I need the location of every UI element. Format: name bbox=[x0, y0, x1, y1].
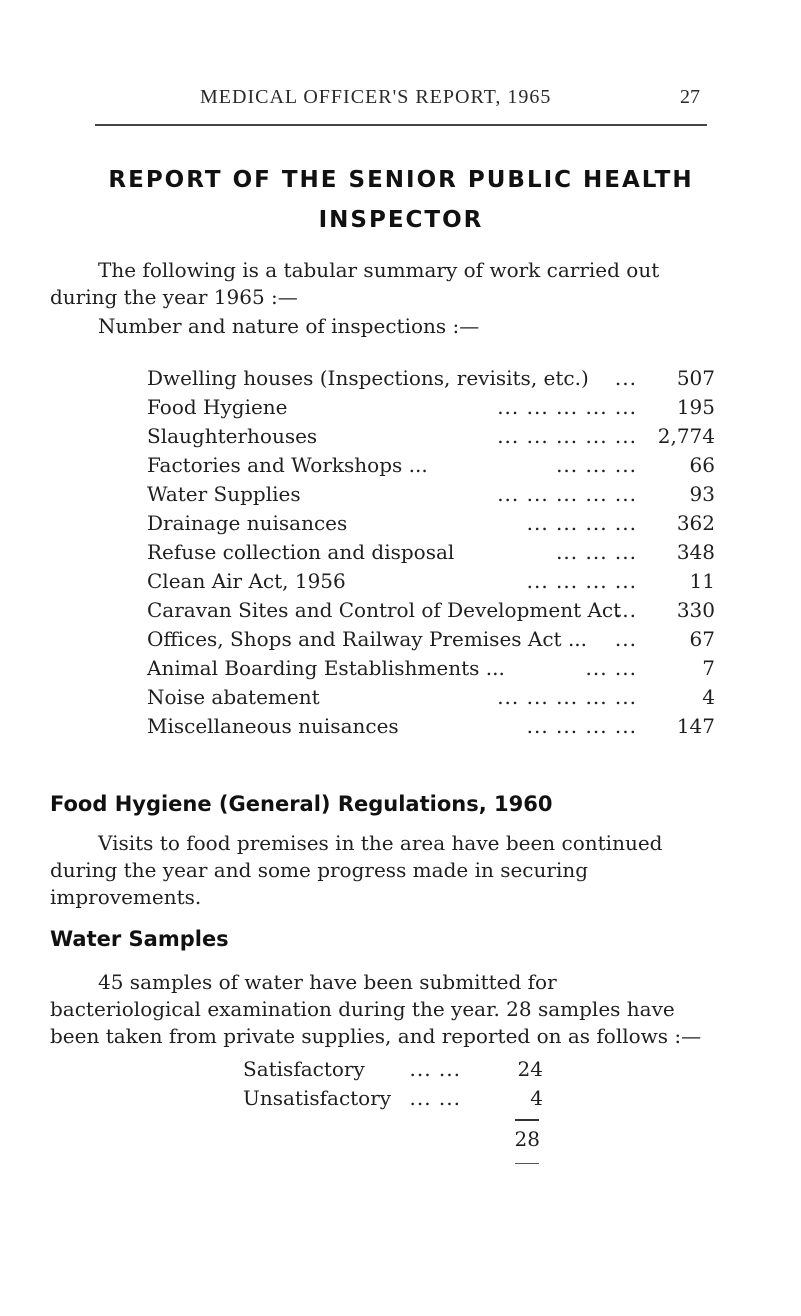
row-count: 11 bbox=[689, 569, 715, 593]
row-label: Slaughterhouses bbox=[147, 424, 318, 448]
row-label: Refuse collection and disposal bbox=[147, 540, 455, 564]
report-title-line-2: INSPECTOR bbox=[318, 207, 484, 233]
row-leader-dots: ... ... ... ... bbox=[526, 569, 637, 593]
row-count: 67 bbox=[689, 627, 715, 651]
water-samples-paragraph bbox=[50, 969, 706, 1050]
page-number: 27 bbox=[680, 86, 700, 108]
table-row bbox=[147, 480, 715, 509]
row-leader-dots: ... ... ... bbox=[556, 453, 637, 477]
running-title: MEDICAL OFFICER'S REPORT, 1965 bbox=[200, 86, 552, 108]
row-label: Clean Air Act, 1956 bbox=[147, 569, 346, 593]
sum-underline bbox=[515, 1163, 539, 1164]
row-leader-dots: ... ... bbox=[409, 1057, 461, 1081]
water-samples-text: 45 samples of water have been submitted for bacteriological examination during the year. 28 samples have been taken from private supplies, and reported on as follows :— bbox=[50, 970, 702, 1048]
row-leader-dots: ... ... bbox=[409, 1086, 461, 1110]
row-count: 348 bbox=[676, 540, 715, 564]
intro-text: The following is a tabular summary of work carried out during the year 1965 :— bbox=[50, 258, 660, 309]
row-leader-dots: ... bbox=[614, 366, 637, 390]
row-leader-dots: ... ... ... ... ... bbox=[497, 482, 637, 506]
table-row bbox=[147, 654, 715, 683]
row-count: 147 bbox=[676, 714, 715, 738]
row-count: 507 bbox=[676, 366, 715, 390]
row-count: 362 bbox=[676, 511, 715, 535]
row-label: Miscellaneous nuisances bbox=[147, 714, 399, 738]
food-hygiene-text: Visits to food premises in the area have been continued during the year and some progress made in securing improvements. bbox=[50, 831, 663, 909]
row-leader-dots: ... ... ... ... bbox=[526, 714, 637, 738]
row-count: 4 bbox=[530, 1086, 543, 1110]
row-leader-dots: ... ... ... ... ... bbox=[497, 424, 637, 448]
report-title bbox=[95, 160, 707, 240]
row-count: 93 bbox=[689, 482, 715, 506]
report-title-line-1: REPORT OF THE SENIOR PUBLIC HEALTH bbox=[108, 167, 694, 193]
table-row bbox=[147, 509, 715, 538]
row-count: 2,774 bbox=[657, 424, 715, 448]
row-label: Caravan Sites and Control of Development Act bbox=[147, 598, 622, 622]
table-row bbox=[147, 422, 715, 451]
table-row bbox=[147, 364, 715, 393]
inspections-lead: Number and nature of inspections :— bbox=[98, 314, 480, 338]
row-label: Satisfactory bbox=[243, 1057, 365, 1081]
row-count: 195 bbox=[676, 395, 715, 419]
table-row bbox=[147, 625, 715, 654]
row-count: 4 bbox=[702, 685, 715, 709]
samples-total: 28 bbox=[514, 1127, 540, 1151]
row-leader-dots: ... ... ... ... ... bbox=[497, 395, 637, 419]
food-hygiene-heading: Food Hygiene (General) Regulations, 1960 bbox=[50, 792, 553, 816]
row-leader-dots: ... ... bbox=[585, 656, 637, 680]
water-samples-heading: Water Samples bbox=[50, 927, 229, 951]
row-leader-dots: ... ... ... bbox=[556, 540, 637, 564]
row-count: 330 bbox=[676, 598, 715, 622]
table-row bbox=[147, 683, 715, 712]
table-row bbox=[147, 712, 715, 741]
inspections-table bbox=[147, 364, 715, 741]
row-leader-dots: ... ... ... ... bbox=[526, 511, 637, 535]
row-label: Animal Boarding Establishments ... bbox=[147, 656, 505, 680]
row-label: Water Supplies bbox=[147, 482, 301, 506]
intro-paragraph bbox=[50, 257, 706, 311]
row-label: Food Hygiene bbox=[147, 395, 288, 419]
sum-rule bbox=[515, 1119, 539, 1121]
table-row bbox=[147, 393, 715, 422]
row-leader-dots: ... bbox=[614, 627, 637, 651]
sample-results-table bbox=[243, 1055, 543, 1113]
row-count: 24 bbox=[517, 1057, 543, 1081]
table-row bbox=[147, 567, 715, 596]
row-count: 66 bbox=[689, 453, 715, 477]
table-row bbox=[243, 1084, 543, 1113]
row-leader-dots: ... ... ... ... ... bbox=[497, 685, 637, 709]
row-label: Unsatisfactory bbox=[243, 1086, 392, 1110]
header-rule bbox=[95, 124, 707, 126]
table-row bbox=[243, 1055, 543, 1084]
food-hygiene-paragraph bbox=[50, 830, 706, 911]
row-label: Offices, Shops and Railway Premises Act ... bbox=[147, 627, 588, 651]
row-label: Drainage nuisances bbox=[147, 511, 348, 535]
row-leader-dots: ... bbox=[614, 598, 637, 622]
row-label: Noise abatement bbox=[147, 685, 320, 709]
table-row bbox=[147, 538, 715, 567]
table-row bbox=[147, 596, 715, 625]
row-count: 7 bbox=[702, 656, 715, 680]
row-label: Dwelling houses (Inspections, revisits, etc.) bbox=[147, 366, 589, 390]
row-label: Factories and Workshops ... bbox=[147, 453, 428, 477]
table-row bbox=[147, 451, 715, 480]
